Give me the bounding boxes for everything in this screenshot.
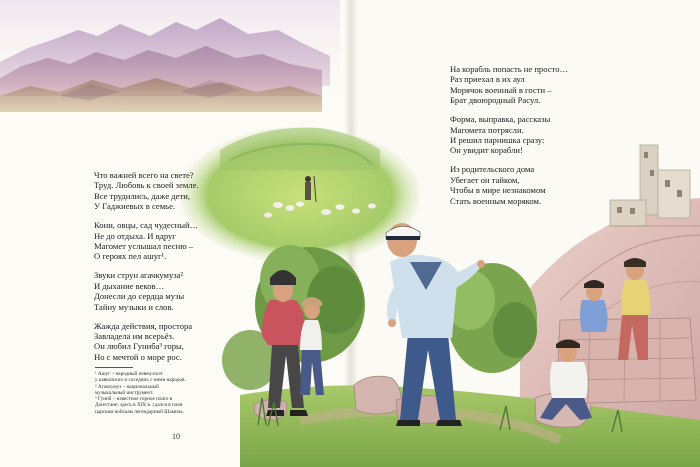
page-number: 10 — [172, 432, 180, 441]
poem-line: О героях пел ашуг¹. — [94, 251, 167, 262]
stanza — [450, 64, 568, 106]
poem-line: Магомета потрясли. — [450, 124, 524, 135]
footnote-line: ² Агачкумуз – национальный — [95, 383, 159, 390]
poem-line: Завладела им всерьёз. — [94, 331, 175, 342]
footnote-rule — [95, 367, 133, 368]
poem-line: Он увидит корабли! — [450, 145, 523, 156]
poem-line: Не до отдыха. И вдруг — [94, 230, 176, 241]
poem-line: Кони, овцы, сад чудесный… — [94, 220, 199, 231]
poem-line: Магомет услышал песню – — [94, 241, 194, 252]
poem-line: И решил парнишка сразу: — [450, 135, 545, 146]
stanza — [94, 321, 199, 363]
poem-line: Но с мечтой о море рос. — [94, 351, 182, 362]
poem-line: На корабль попасть не просто… — [450, 64, 569, 74]
footnotes — [95, 367, 245, 415]
stanza — [94, 170, 199, 212]
footnote-line: ³ Гуниб – известное горное плато в — [95, 396, 173, 403]
poem-line: Брат двоюродный Расул. — [450, 95, 541, 106]
footnote-line: Дагестане; здесь в XIX в. сдался в плен — [95, 402, 183, 409]
right-poem — [450, 64, 568, 215]
poem-line: Что важней всего на свете? — [94, 170, 194, 180]
poem-line: Все трудились, даже дети, — [94, 190, 190, 201]
footnote-line: у кавказских и соседних с ними народов. — [95, 377, 186, 384]
stanza — [94, 270, 199, 312]
poem-line: Морячок военный в гости – — [450, 84, 552, 95]
poem-line: Форма, выправка, рассказы — [450, 114, 551, 125]
stanza — [450, 114, 568, 156]
boy-sitting-blue — [580, 280, 608, 332]
poem-line: И дыхание веков… — [94, 280, 165, 291]
poem-line: Чтобы в мире незнакомом — [450, 185, 546, 196]
poem-line: Из родительского дома — [450, 164, 535, 175]
poem-line: Раз приехал в их аул — [450, 74, 525, 85]
stanza — [450, 164, 568, 206]
poem-line: У Гаджиевых в семье. — [94, 201, 176, 212]
poem-line: Он любил Гуниба³ горы, — [94, 341, 184, 352]
footnote-line: музыкальный инструмент. — [95, 389, 154, 396]
stone-fortress — [610, 145, 700, 226]
poem-line: Стать военным моряком. — [450, 195, 542, 206]
poem-line: Звуки струн агачкумуза² — [94, 270, 184, 281]
meadow-hill — [180, 127, 420, 263]
poem-line: Донесли до сердца музы — [94, 291, 185, 302]
left-poem — [94, 170, 199, 371]
footnote-line: ¹ Ашуг – народный певец-поэт — [95, 371, 163, 377]
poem-line: Жажда действия, простора — [94, 320, 193, 331]
poem-line: Убегает он тайком, — [450, 174, 520, 185]
stanza — [94, 220, 199, 262]
poem-line: Труд. Любовь к своей земле. — [94, 180, 199, 191]
poem-line: Тайну музыки и слов. — [94, 301, 174, 312]
footnote-line: царским войскам легендарный Шамиль. — [95, 408, 185, 415]
